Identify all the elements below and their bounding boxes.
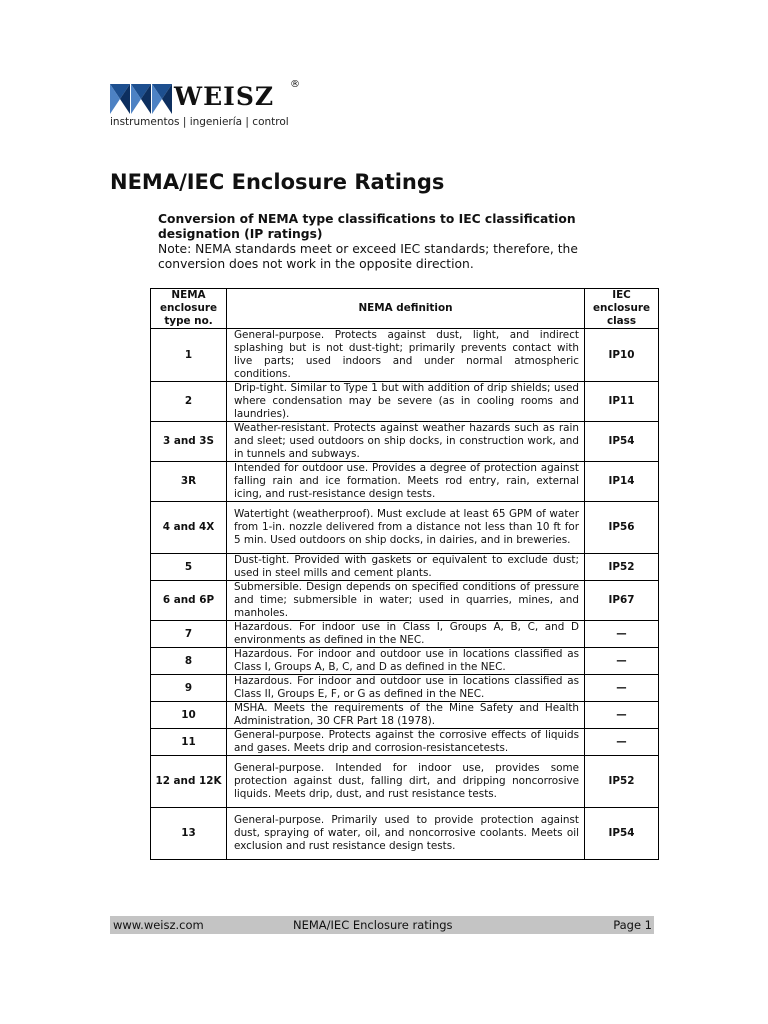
nema-type: 9	[151, 675, 227, 702]
header-nema-definition: NEMA definition	[227, 289, 585, 329]
iec-class: —	[585, 675, 659, 702]
ratings-table	[150, 288, 659, 860]
nema-type: 11	[151, 729, 227, 756]
nema-type: 3R	[151, 462, 227, 502]
table-row	[151, 581, 659, 621]
nema-definition: Dust-tight. Provided with gaskets or equivalent to exclude dust; used in steel mills and cement plants.	[227, 554, 585, 581]
nema-definition: General-purpose. Protects against dust, light, and indirect splashing but is not dust-tight; primarily prevents contact with live parts; used indoors and under normal atmospheric conditions.	[227, 329, 585, 382]
table-row	[151, 462, 659, 502]
iec-class: —	[585, 729, 659, 756]
page-footer	[110, 916, 654, 934]
header-iec-class: IEC enclosure class	[585, 289, 659, 329]
table-row	[151, 756, 659, 808]
nema-definition: Intended for outdoor use. Provides a degree of protection against falling rain and ice formation. Meets rod entry, rain, external icing, and rust-resistance design tests.	[227, 462, 585, 502]
nema-type: 2	[151, 382, 227, 422]
iec-class: —	[585, 621, 659, 648]
iec-class: IP56	[585, 502, 659, 554]
registered-mark: ®	[290, 79, 300, 90]
nema-type: 6 and 6P	[151, 581, 227, 621]
nema-type: 3 and 3S	[151, 422, 227, 462]
logo-mark-icon	[110, 84, 172, 114]
iec-class: —	[585, 702, 659, 729]
table-row	[151, 329, 659, 382]
nema-type: 13	[151, 808, 227, 860]
iec-class: IP10	[585, 329, 659, 382]
footer-website: www.weisz.com	[113, 918, 204, 932]
subtitle: Conversion of NEMA type classifications to IEC classification designation (IP ratings)	[158, 212, 576, 241]
note: Note: NEMA standards meet or exceed IEC standards; therefore, the conversion does not work in the opposite direction.	[158, 242, 578, 271]
header-nema-type: NEMA enclosure type no.	[151, 289, 227, 329]
table-row	[151, 621, 659, 648]
table-row	[151, 729, 659, 756]
nema-type: 8	[151, 648, 227, 675]
footer-doc-title: NEMA/IEC Enclosure ratings	[293, 918, 453, 932]
iec-class: IP52	[585, 554, 659, 581]
iec-class: IP54	[585, 422, 659, 462]
table-row	[151, 422, 659, 462]
nema-definition: MSHA. Meets the requirements of the Mine Safety and Health Administration, 30 CFR Part 18 (1978).	[227, 702, 585, 729]
table-row	[151, 648, 659, 675]
nema-definition: Hazardous. For indoor use in Class I, Groups A, B, C, and D environments as defined in the NEC.	[227, 621, 585, 648]
logo-tagline: instrumentos | ingeniería | control	[110, 116, 289, 128]
table-row	[151, 382, 659, 422]
table-row	[151, 502, 659, 554]
logo-brand-name: WEISZ	[174, 82, 275, 111]
footer-page-number: Page 1	[613, 918, 652, 932]
iec-class: —	[585, 648, 659, 675]
table-row	[151, 554, 659, 581]
nema-definition: Hazardous. For indoor and outdoor use in locations classified as Class II, Groups E, F, or G as defined in the NEC.	[227, 675, 585, 702]
nema-definition: Submersible. Design depends on specified conditions of pressure and time; submersible in water; used in quarries, mines, and manholes.	[227, 581, 585, 621]
nema-definition: Watertight (weatherproof). Must exclude at least 65 GPM of water from 1-in. nozzle delivered from a distance not less than 10 ft for 5 min. Used outdoors on ship docks, in dairies, and in breweries.	[227, 502, 585, 554]
nema-type: 4 and 4X	[151, 502, 227, 554]
nema-type: 5	[151, 554, 227, 581]
nema-type: 1	[151, 329, 227, 382]
page-title: NEMA/IEC Enclosure Ratings	[110, 170, 445, 194]
table-header-row	[151, 289, 659, 329]
iec-class: IP11	[585, 382, 659, 422]
table-row	[151, 808, 659, 860]
iec-class: IP14	[585, 462, 659, 502]
nema-definition: General-purpose. Intended for indoor use, provides some protection against dust, falling dirt, and dripping noncorrosive liquids. Meets drip, dust, and rust resistance tests.	[227, 756, 585, 808]
nema-definition: General-purpose. Protects against the corrosive effects of liquids and gases. Meets drip and corrosion-resistancetests.	[227, 729, 585, 756]
table-row	[151, 702, 659, 729]
nema-type: 10	[151, 702, 227, 729]
nema-definition: Drip-tight. Similar to Type 1 but with addition of drip shields; used where condensation may be severe (as in cooling rooms and laundries).	[227, 382, 585, 422]
nema-definition: Weather-resistant. Protects against weather hazards such as rain and sleet; used outdoors on ship docks, in construction work, and in tunnels and subways.	[227, 422, 585, 462]
table-row	[151, 675, 659, 702]
nema-definition: General-purpose. Primarily used to provide protection against dust, spraying of water, oil, and noncorrosive coolants. Meets oil exclusion and rust resistance design tests.	[227, 808, 585, 860]
brand-logo	[110, 79, 310, 132]
iec-class: IP54	[585, 808, 659, 860]
iec-class: IP52	[585, 756, 659, 808]
nema-type: 12 and 12K	[151, 756, 227, 808]
iec-class: IP67	[585, 581, 659, 621]
nema-type: 7	[151, 621, 227, 648]
nema-definition: Hazardous. For indoor and outdoor use in locations classified as Class I, Groups A, B, C, and D as defined in the NEC.	[227, 648, 585, 675]
